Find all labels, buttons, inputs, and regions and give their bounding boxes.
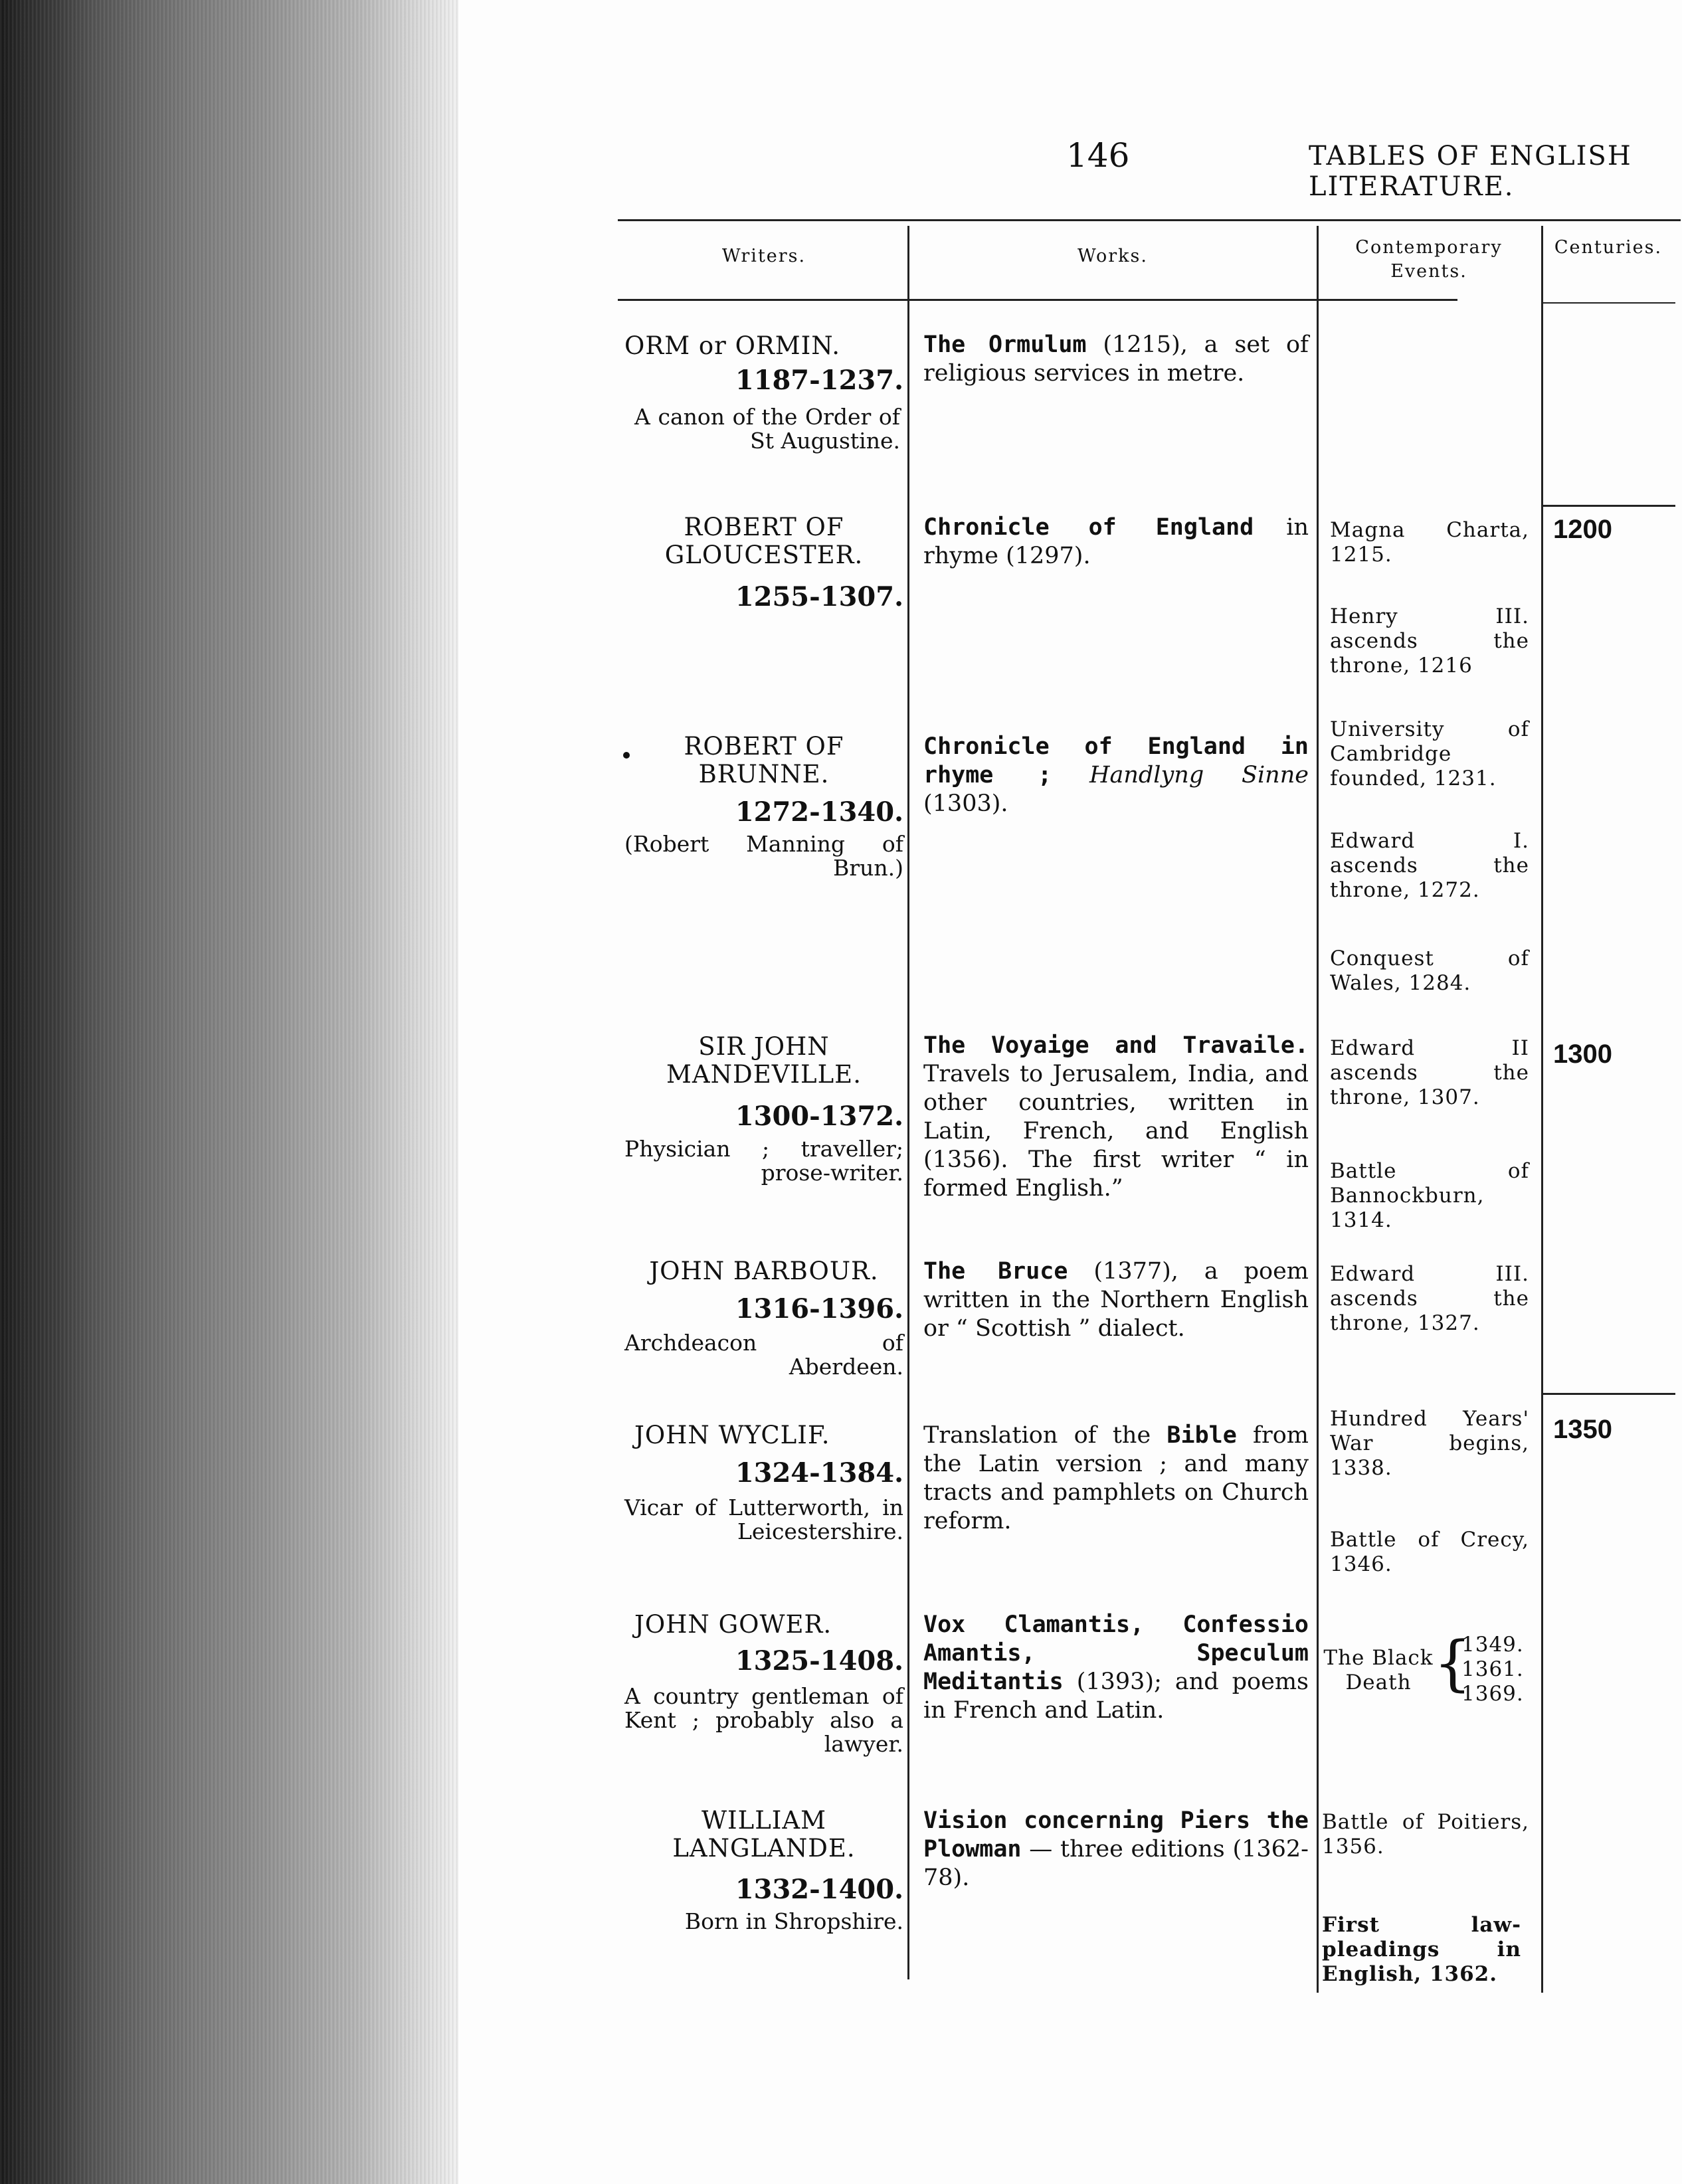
work-description — [923, 1421, 1309, 1536]
writer-dates: 1272-1340. — [735, 796, 903, 828]
column-header-writers: Writers. — [721, 246, 806, 266]
column-divider-3 — [1541, 226, 1543, 1993]
writer-dates: 1324-1384. — [735, 1457, 903, 1489]
writer-note: (Robert Manning of Brun.) — [624, 831, 903, 881]
century-marker: 1350 — [1553, 1415, 1612, 1444]
header-bottom-rule — [618, 299, 1457, 301]
work-text: in rhyme (1297). — [923, 514, 1309, 569]
writer-dates: 1187-1237. — [735, 365, 903, 396]
century-rule-1200 — [1542, 505, 1675, 507]
work-description — [923, 1257, 1309, 1343]
writer-name: SIR JOHN MANDEVILLE. — [666, 1032, 862, 1089]
book-page — [458, 0, 1682, 2184]
work-description — [923, 331, 1309, 388]
event-entry: Hundred Years' War begins, 1338. — [1330, 1407, 1529, 1480]
work-title: Chronicle of England — [923, 514, 1254, 541]
work-title: The Bruce — [923, 1258, 1068, 1285]
work-title: The Ormulum — [923, 331, 1087, 358]
work-text: (1377), a poem written in the Northern English or “ Scottish ” dialect. — [923, 1258, 1309, 1342]
page-number: 146 — [1066, 136, 1130, 175]
column-divider-2 — [1317, 226, 1319, 1993]
running-title: TABLES OF ENGLISH LITERATURE. — [1309, 141, 1632, 202]
work-description — [923, 513, 1309, 571]
column-divider-1 — [907, 226, 909, 1979]
event-entry: Henry III. ascends the throne, 1216 — [1330, 604, 1529, 678]
work-description — [923, 1807, 1309, 1892]
event-entry: Edward II ascends the throne, 1307. — [1330, 1036, 1529, 1109]
event-entry: University of Cambridge founded, 1231. — [1330, 717, 1529, 790]
writer-note: A country gentleman of Kent ; probably also a lawyer. — [624, 1683, 903, 1757]
event-year: 1361. — [1461, 1657, 1524, 1681]
event-entry: Battle of Poitiers, 1356. — [1322, 1810, 1529, 1859]
century-marker: 1300 — [1553, 1040, 1612, 1069]
event-entry: Edward I. ascends the throne, 1272. — [1330, 829, 1529, 902]
writer-name: WILLIAM LANGLANDE. — [672, 1806, 856, 1863]
century-rule-1350 — [1542, 1393, 1675, 1395]
header-bottom-rule-centuries — [1542, 302, 1675, 304]
event-year: 1349. — [1461, 1633, 1524, 1657]
column-header-works: Works. — [1077, 246, 1148, 266]
event-entry: Edward III. ascends the throne, 1327. — [1330, 1262, 1529, 1335]
work-text: (1303). — [923, 790, 1008, 817]
writer-dates: 1300-1372. — [735, 1101, 903, 1132]
work-text: — three editions (1362-78). — [923, 1836, 1309, 1891]
writer-name: ORM or ORMIN. — [624, 331, 841, 360]
work-title: Vox Clamantis, Confessio Amantis, Speculum Meditantis — [923, 1611, 1309, 1695]
writer-note: Physician ; traveller; prose-writer. — [624, 1136, 903, 1186]
table-top-rule — [618, 219, 1681, 221]
work-title: The Voyaige and Travaile. — [923, 1032, 1309, 1059]
work-text: (1215), a set of religious services in metre. — [923, 331, 1309, 387]
event-entry: First law-pleadings in English, 1362. — [1322, 1913, 1521, 1986]
writer-name: JOHN WYCLIF. — [634, 1421, 830, 1449]
writer-note: A canon of the Order of St Augustine. — [634, 404, 900, 454]
work-title: Chronicle of England in rhyme ; — [923, 733, 1309, 788]
writer-dates: 1332-1400. — [735, 1874, 903, 1905]
writer-dates: 1255-1307. — [735, 581, 903, 612]
event-entry: Conquest of Wales, 1284. — [1330, 947, 1529, 995]
writer-note: Vicar of Lutterworth, in Leicestershire. — [624, 1495, 903, 1544]
event-entry: Battle of Crecy, 1346. — [1330, 1528, 1529, 1576]
writer-name: JOHN GOWER. — [634, 1610, 832, 1639]
writer-name: ROBERT OF GLOUCESTER. — [664, 513, 864, 569]
book-page-edges — [0, 0, 458, 2184]
work-title-italic: Handlyng Sinne — [1089, 762, 1309, 788]
event-year: 1369. — [1461, 1682, 1524, 1706]
work-description — [923, 1032, 1309, 1203]
work-text: (1393); and poems in French and Latin. — [923, 1669, 1309, 1724]
writer-name: ROBERT OF BRUNNE. — [684, 732, 844, 788]
writer-note: Born in Shropshire. — [684, 1908, 903, 1934]
event-entry-black-death: The Black Death — [1323, 1646, 1434, 1694]
writer-dates: 1316-1396. — [735, 1293, 903, 1324]
work-title: Bible — [1167, 1422, 1237, 1449]
work-description — [923, 733, 1309, 818]
brace-mark: { — [1434, 1629, 1472, 1698]
writer-note: Archdeacon of Aberdeen. — [624, 1330, 903, 1380]
work-text-pre: Translation of the — [923, 1422, 1151, 1449]
work-text: Travels to Jerusalem, India, and other countries, written in Latin, French, and English (1356). The first writer “ in formed English.” — [923, 1061, 1309, 1202]
work-text: from the Latin version ; and many tracts and pamphlets on Church reform. — [923, 1422, 1309, 1534]
column-header-centuries: Centuries. — [1554, 237, 1663, 258]
writer-name: JOHN BARBOUR. — [649, 1257, 879, 1285]
work-title: Vision concerning Piers the Plowman — [923, 1807, 1309, 1863]
century-marker: 1200 — [1553, 515, 1612, 544]
writer-dates: 1325-1408. — [735, 1645, 903, 1677]
event-entry: Magna Charta, 1215. — [1330, 518, 1529, 567]
column-header-events: Contemporary Events. — [1355, 237, 1503, 282]
event-entry: Battle of Bannockburn, 1314. — [1330, 1159, 1529, 1232]
work-description — [923, 1611, 1309, 1725]
